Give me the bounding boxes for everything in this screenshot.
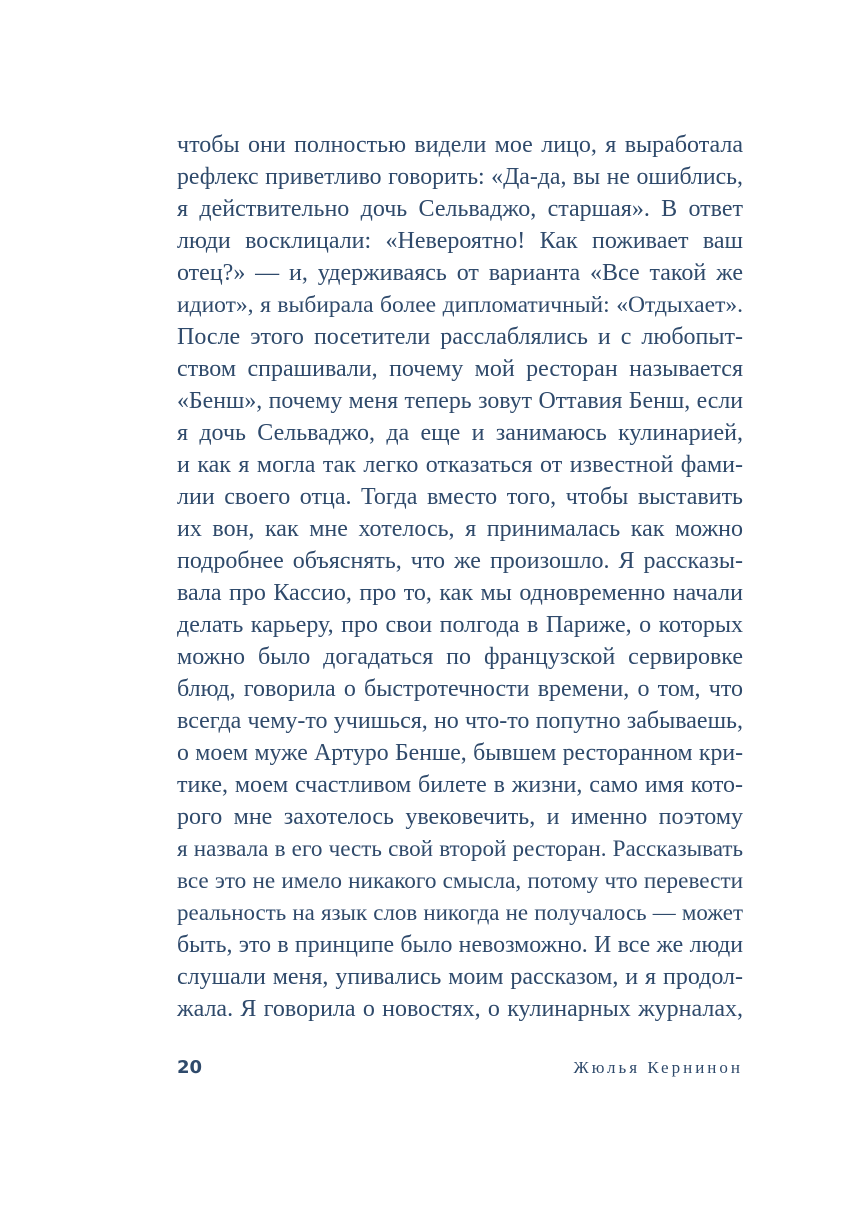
running-head-author: Жюлья Кернинон	[573, 1058, 743, 1077]
text-line: люди восклицали: «Невероятно! Как поживает ваш	[177, 228, 743, 254]
text-line: и как я могла так легко отказаться от известной фами-	[177, 452, 743, 478]
page-number: 20	[177, 1057, 203, 1078]
text-line: всегда чему-то учишься, но что-то попутно забываешь,	[177, 708, 743, 734]
text-line: я дочь Сельваджо, да еще и занимаюсь кулинарией,	[177, 420, 743, 446]
text-line: я действительно дочь Сельваджо, старшая». В ответ	[177, 196, 743, 222]
text-line: рого мне захотелось увековечить, и именно поэтому	[177, 804, 743, 830]
text-line: делать карьеру, про свои полгода в Париже, о которых	[177, 612, 743, 638]
text-line: отец?» — и, удерживаясь от варианта «Все такой же	[177, 260, 743, 286]
text-line: я назвала в его честь свой второй ресторан. Рассказывать	[177, 836, 743, 862]
text-line: их вон, как мне хотелось, я принималась как можно	[177, 516, 743, 542]
text-line: чтобы они полностью видели мое лицо, я выработала	[177, 132, 743, 158]
text-line: «Бенш», почему меня теперь зовут Оттавия Бенш, если	[177, 388, 743, 414]
text-line: ством спрашивали, почему мой ресторан называется	[177, 356, 743, 382]
body-text	[177, 129, 743, 1025]
text-line: После этого посетители расслаблялись и с любопыт-	[177, 324, 743, 350]
text-line: идиот», я выбирала более дипломатичный: «Отдыхает».	[177, 292, 743, 318]
text-line: все это не имело никакого смысла, потому что перевести	[177, 868, 743, 894]
text-line: подробнее объяснять, что же произошло. Я рассказы-	[177, 548, 743, 574]
text-line: тике, моем счастливом билете в жизни, само имя кото-	[177, 772, 743, 798]
text-line: слушали меня, упивались моим рассказом, и я продол-	[177, 964, 743, 990]
text-line: жала. Я говорила о новостях, о кулинарных журналах,	[177, 996, 743, 1022]
text-line: быть, это в принципе было невозможно. И все же люди	[177, 932, 743, 958]
text-line: реальность на язык слов никогда не получалось — может	[177, 900, 743, 925]
text-line: можно было догадаться по французской сервировке	[177, 644, 743, 670]
text-line: лии своего отца. Тогда вместо того, чтобы выставить	[177, 484, 743, 510]
page-footer	[177, 1052, 743, 1084]
text-line: о моем муже Артуро Бенше, бывшем ресторанном кри-	[177, 740, 743, 766]
text-line: вала про Кассио, про то, как мы одновременно начали	[177, 580, 743, 606]
text-line: рефлекс приветливо говорить: «Да-да, вы не ошиблись,	[177, 164, 743, 190]
text-line: блюд, говорила о быстротечности времени, о том, что	[177, 676, 743, 702]
